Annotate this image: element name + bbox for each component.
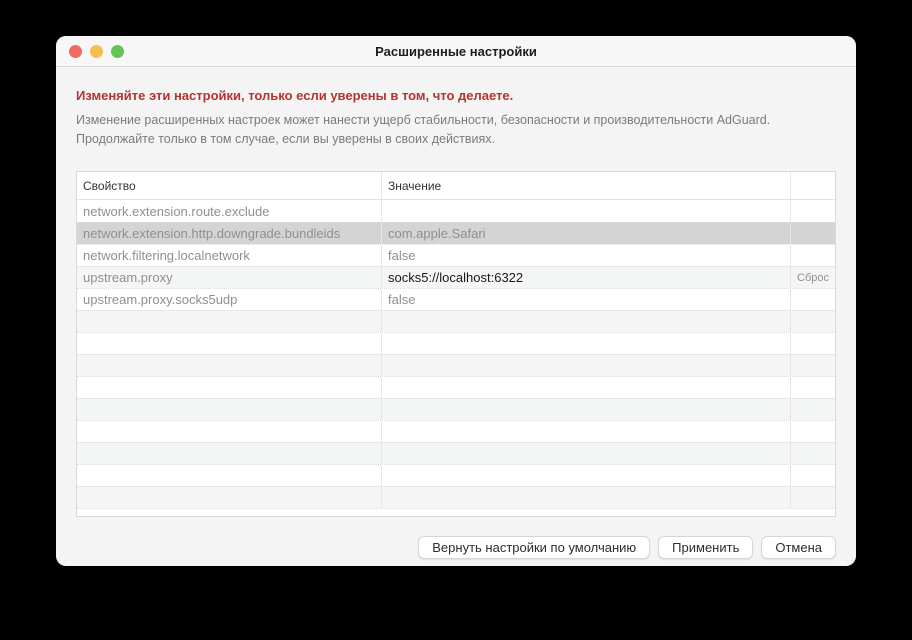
property-cell[interactable] — [77, 223, 381, 244]
column-header-action — [790, 172, 835, 199]
property-name: network.extension.route.exclude — [83, 203, 270, 219]
minimize-window-button[interactable] — [90, 45, 103, 58]
advanced-settings-table — [76, 171, 836, 517]
dialog-content — [56, 88, 856, 559]
table-row-empty — [77, 376, 835, 398]
action-cell — [790, 289, 835, 310]
value-cell[interactable] — [381, 267, 790, 288]
value-cell[interactable] — [381, 245, 790, 266]
table-row-empty — [77, 420, 835, 442]
action-cell — [790, 355, 835, 376]
property-cell — [77, 311, 381, 332]
zoom-window-button[interactable] — [111, 45, 124, 58]
property-cell[interactable] — [77, 267, 381, 288]
value-cell — [381, 311, 790, 332]
table-row-empty — [77, 332, 835, 354]
property-cell — [77, 399, 381, 420]
table-row-empty — [77, 486, 835, 508]
value-cell — [381, 487, 790, 508]
action-cell — [790, 377, 835, 398]
property-cell — [77, 465, 381, 486]
table-row-empty — [77, 464, 835, 486]
reset-value-button[interactable]: Сброс — [797, 271, 829, 284]
action-cell — [790, 267, 835, 288]
property-cell[interactable] — [77, 245, 381, 266]
value-cell — [381, 377, 790, 398]
action-cell — [790, 245, 835, 266]
value-cell[interactable] — [381, 289, 790, 310]
warning-description: Изменение расширенных настроек может нанести ущерб стабильности, безопасности и производительности AdGuard. Продолжайте только в том случае, если вы уверены в своих действиях. — [76, 113, 771, 146]
value-cell — [381, 421, 790, 442]
action-cell — [790, 421, 835, 442]
property-name: network.filtering.localnetwork — [83, 248, 250, 263]
action-cell — [790, 487, 835, 508]
value-cell — [381, 399, 790, 420]
property-cell[interactable] — [77, 289, 381, 310]
cancel-button[interactable]: Отмена — [761, 536, 836, 559]
property-cell — [77, 487, 381, 508]
property-cell — [77, 333, 381, 354]
close-window-button[interactable] — [69, 45, 82, 58]
dialog-footer — [76, 536, 836, 559]
value-cell — [381, 465, 790, 486]
table-row-empty — [77, 398, 835, 420]
action-cell — [790, 399, 835, 420]
restore-defaults-button[interactable]: Вернуть настройки по умолчанию — [418, 536, 650, 559]
warning-headline: Изменяйте эти настройки, только если уверены в том, что делаете. — [76, 88, 514, 103]
property-cell — [77, 355, 381, 376]
action-cell — [790, 333, 835, 354]
property-name: upstream.proxy.socks5udp — [83, 292, 238, 307]
property-value: false — [388, 292, 416, 307]
table-row[interactable] — [77, 288, 835, 310]
table-row-empty — [77, 442, 835, 464]
value-cell[interactable] — [381, 200, 790, 222]
advanced-settings-window — [56, 36, 856, 566]
table-row[interactable] — [77, 266, 835, 288]
table-row[interactable] — [77, 244, 835, 266]
window-titlebar[interactable] — [56, 36, 856, 67]
value-cell — [381, 333, 790, 354]
value-cell — [381, 443, 790, 464]
property-cell — [77, 421, 381, 442]
window-title: Расширенные настройки — [375, 43, 537, 59]
property-value: false — [388, 248, 416, 263]
action-cell — [790, 311, 835, 332]
property-value: com.apple.Safari — [388, 226, 486, 241]
property-name: upstream.proxy — [83, 270, 173, 285]
value-cell[interactable] — [381, 223, 790, 244]
action-cell — [790, 223, 835, 244]
traffic-lights — [69, 36, 124, 66]
column-header-property[interactable]: Свойство — [83, 178, 136, 193]
column-header-value[interactable]: Значение — [381, 172, 790, 199]
table-filler — [77, 508, 835, 516]
table-header-row — [77, 172, 835, 200]
table-row[interactable] — [77, 222, 835, 244]
table-row-empty — [77, 310, 835, 332]
property-cell — [77, 377, 381, 398]
table-row[interactable] — [77, 200, 835, 222]
action-cell — [790, 200, 835, 222]
action-cell — [790, 465, 835, 486]
property-cell — [77, 443, 381, 464]
property-value: socks5://localhost:6322 — [388, 270, 524, 285]
property-cell[interactable] — [77, 200, 381, 222]
action-cell — [790, 443, 835, 464]
value-cell — [381, 355, 790, 376]
property-name: network.extension.http.downgrade.bundleids — [83, 226, 341, 241]
apply-button[interactable]: Применить — [658, 536, 753, 559]
table-row-empty — [77, 354, 835, 376]
